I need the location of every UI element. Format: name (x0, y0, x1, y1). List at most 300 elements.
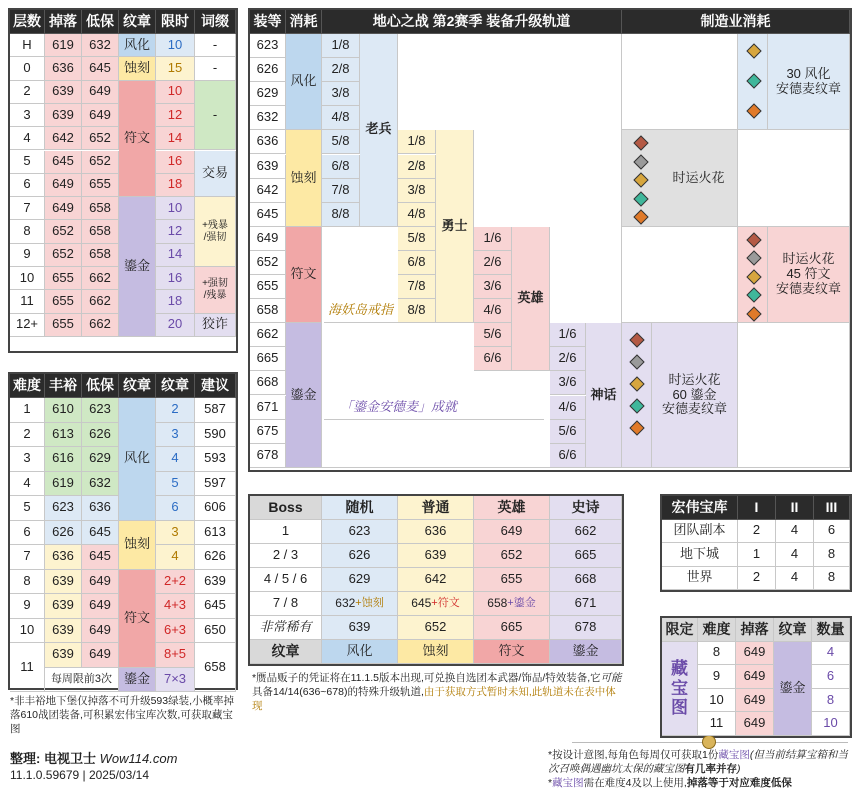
t1-affix: - (195, 34, 236, 57)
t2-vault: 649 (82, 570, 119, 595)
main-cost-runed: 符文 (286, 227, 322, 323)
t1-crest-runed: 符文 (119, 81, 156, 198)
treasure-diff: 10 (698, 689, 736, 713)
main-header-craft: 制造业消耗 (622, 10, 850, 34)
main-ilvl: 678 (250, 444, 286, 468)
t1-timer: 10 (156, 81, 195, 104)
main-ilvl: 636 (250, 130, 286, 154)
main-ilvl: 671 (250, 396, 286, 420)
t1-vault: 649 (82, 81, 119, 104)
gem-icon (745, 102, 763, 120)
main-ilvl: 652 (250, 251, 286, 275)
boss-cell: 639 (322, 616, 398, 640)
raid-note-d: 由于获取方式暂时未知,此轨道未在表中体现 (252, 686, 616, 713)
boss-value: 645 (411, 595, 432, 610)
t2-weekly-limit: 每周限前3次 (45, 668, 119, 693)
credit-site[interactable]: Wow114.com (99, 751, 178, 766)
hero-step: 3/6 (474, 275, 512, 299)
veteran-step: 4/8 (322, 106, 360, 130)
craft-spark: 时运火花 (660, 130, 738, 226)
t1-timer: 10 (156, 197, 195, 220)
map-note-f: * (548, 777, 553, 790)
map-note-b: 藏宝图 (718, 749, 750, 761)
siren-ring-note: 海妖岛戒指 (324, 299, 472, 323)
t2-suggest: 597 (195, 472, 236, 497)
boss-cell (398, 592, 474, 616)
t1-layer: 8 (10, 220, 45, 243)
myth-step: 6/6 (550, 444, 586, 468)
t1-drop: 655 (45, 267, 82, 290)
t1-layer: 2 (10, 81, 45, 104)
treasure-drop: 649 (736, 642, 774, 666)
craft-runed: 时运火花 45 符文 安德麦纹章 (768, 227, 850, 323)
hero-step: 6/6 (474, 347, 512, 371)
gilded-achievement-note: 「鎏金安德麦」成就 (324, 396, 544, 420)
main-ilvl: 675 (250, 420, 286, 444)
t2-header: 低保 (82, 374, 119, 398)
boss-crest: 鎏金 (550, 640, 622, 664)
boss-cell: 非常稀有 (250, 616, 322, 640)
t2-suggest: 626 (195, 545, 236, 570)
t1-drop: 619 (45, 34, 82, 57)
t1-drop: 649 (45, 197, 82, 220)
treasure-qty: 8 (812, 689, 850, 713)
t2-bounty: 616 (45, 447, 82, 472)
t2-vault: 645 (82, 545, 119, 570)
stone-icon (745, 249, 763, 267)
vault-cell: 团队副本 (662, 520, 738, 544)
main-ilvl: 626 (250, 58, 286, 82)
t2-count: 8+5 (156, 643, 195, 668)
t2-bounty: 610 (45, 398, 82, 423)
treasure-crest: 鎏金 (774, 642, 812, 736)
t1-drop: 642 (45, 127, 82, 150)
t2-diff: 4 (10, 472, 45, 497)
t1-timer: 20 (156, 314, 195, 337)
boss-crest: 蚀刻 (398, 640, 474, 664)
vault-header: I (738, 496, 776, 520)
t1-timer: 16 (156, 151, 195, 174)
champion-step: 8/8 (398, 299, 436, 323)
delve-note-text: *非丰裕地下堡仅掉落不可升级593绿装,小概率掉落610战团装备,可积累宏伟宝库次数,可获取藏宝图 (10, 695, 235, 736)
treasure-map-label: 藏 宝 图 (662, 642, 698, 736)
gold-icon (745, 268, 763, 286)
t1-drop: 655 (45, 290, 82, 313)
t2-bounty: 613 (45, 423, 82, 448)
main-cost-weathered: 风化 (286, 34, 322, 130)
credit (10, 748, 177, 767)
t1-timer: 12 (156, 220, 195, 243)
treasure-drop: 649 (736, 665, 774, 689)
boss-header: 英雄 (474, 496, 550, 520)
t1-timer: 18 (156, 290, 195, 313)
t1-layer: 3 (10, 104, 45, 127)
main-header-cost: 消耗 (286, 10, 322, 34)
treasure-header: 数量 (812, 618, 850, 642)
hero-step: 5/6 (474, 323, 512, 347)
boss-extra-crest: +符文 (431, 597, 460, 610)
main-ilvl: 632 (250, 106, 286, 130)
delve-note (10, 694, 242, 737)
t1-crest-carved: 蚀刻 (119, 57, 156, 80)
t2-diff: 3 (10, 447, 45, 472)
t1-vault: 652 (82, 127, 119, 150)
veteran-step: 3/8 (322, 82, 360, 106)
champion-step: 6/8 (398, 251, 436, 275)
boss-header: 普通 (398, 496, 474, 520)
vault-cell: 6 (814, 520, 850, 544)
t1-vault: 652 (82, 151, 119, 174)
main-ilvl: 629 (250, 82, 286, 106)
t2-diff: 2 (10, 423, 45, 448)
t2-suggest: 606 (195, 496, 236, 521)
t2-count: 2 (156, 398, 195, 423)
craft-gilded: 时运火花 60 鎏金 安德麦纹章 (652, 323, 738, 468)
t2-count: 3 (156, 521, 195, 546)
treasure-diff: 8 (698, 642, 736, 666)
t2-crest-weathered: 风化 (119, 398, 156, 521)
t2-bounty: 626 (45, 521, 82, 546)
t1-layer: H (10, 34, 45, 57)
t2-bounty: 639 (45, 570, 82, 595)
t2-crest-carved: 蚀刻 (119, 521, 156, 570)
raid-note (252, 671, 624, 714)
main-ilvl: 642 (250, 179, 286, 203)
boss-cell: 671 (550, 592, 622, 616)
hero-track: 英雄 (512, 227, 550, 372)
t2-count: 7×3 (156, 668, 195, 693)
craft-empty (622, 227, 738, 323)
t1-timer: 16 (156, 267, 195, 290)
champion-step: 2/8 (398, 155, 436, 179)
gem-icon (745, 72, 763, 90)
treasure-header: 纹章 (774, 618, 812, 642)
myth-step: 3/6 (550, 371, 586, 395)
teal-icon (628, 397, 646, 415)
main-title: 地心之战 第2赛季 装备升级轨道 (322, 10, 622, 34)
vault-cell: 2 (738, 567, 776, 591)
t1-affix: - (195, 81, 236, 151)
vault-cell: 2 (738, 520, 776, 544)
t1-vault: 645 (82, 57, 119, 80)
map-note-g: 藏宝图 (552, 777, 584, 790)
map-note (548, 748, 854, 791)
credit-name: 电视卫士 (43, 751, 96, 766)
t1-layer: 9 (10, 244, 45, 267)
teal-icon (632, 190, 650, 208)
map-note-d: 有几率并存 (684, 763, 737, 776)
t1-header: 低保 (82, 10, 119, 34)
t2-count: 6 (156, 496, 195, 521)
stone-icon (632, 153, 650, 171)
boss-value: 632 (335, 595, 356, 610)
vault-header: III (814, 496, 850, 520)
t2-header: 纹章 (156, 374, 195, 398)
t1-drop: 636 (45, 57, 82, 80)
veteran-step: 7/8 (322, 179, 360, 203)
t1-header: 纹章 (119, 10, 156, 34)
champion-step: 5/8 (398, 227, 436, 251)
t1-layer: 5 (10, 151, 45, 174)
t2-count: 4 (156, 545, 195, 570)
t2-diff: 9 (10, 594, 45, 619)
t1-header: 限时 (156, 10, 195, 34)
ember-icon (745, 305, 763, 323)
t2-vault: 629 (82, 447, 119, 472)
myth-track: 神话 (586, 323, 622, 468)
t1-layer: 6 (10, 174, 45, 197)
craft-empty (738, 130, 850, 226)
raid-note-b: 可能 (600, 672, 622, 684)
gold-icon (628, 375, 646, 393)
t1-crest-weathered: 风化 (119, 34, 156, 57)
vault-cell: 1 (738, 543, 776, 567)
main-cost-gilded: 鎏金 (286, 323, 322, 468)
t2-header: 丰裕 (45, 374, 82, 398)
hero-step: 1/6 (474, 227, 512, 251)
treasure-header: 掉落 (736, 618, 774, 642)
t2-count: 2+2 (156, 570, 195, 595)
t2-diff: 11 (10, 643, 45, 692)
ember-icon (632, 208, 650, 226)
vault-header: II (776, 496, 814, 520)
veteran-step: 5/8 (322, 130, 360, 154)
version-text: 11.1.0.59679 | 2025/03/14 (10, 768, 150, 782)
t1-layer: 11 (10, 290, 45, 313)
vault-cell: 4 (776, 520, 814, 544)
t1-vault: 662 (82, 290, 119, 313)
vault-cell: 8 (814, 567, 850, 591)
t2-diff: 10 (10, 619, 45, 644)
t2-suggest: 645 (195, 594, 236, 619)
t2-suggest: 587 (195, 398, 236, 423)
treasure-header: 限定 (662, 618, 698, 642)
t2-diff: 6 (10, 521, 45, 546)
t1-timer: 14 (156, 244, 195, 267)
myth-step: 5/6 (550, 420, 586, 444)
boss-cell: 629 (322, 568, 398, 592)
t2-crest-runed: 符文 (119, 570, 156, 668)
myth-step: 2/6 (550, 347, 586, 371)
t2-bounty: 636 (45, 545, 82, 570)
boss-cell: 2 / 3 (250, 544, 322, 568)
t2-count: 5 (156, 472, 195, 497)
boss-header: 史诗 (550, 496, 622, 520)
t1-layer: 12+ (10, 314, 45, 337)
t1-drop: 639 (45, 81, 82, 104)
t2-suggest: 613 (195, 521, 236, 546)
t1-drop: 655 (45, 314, 82, 337)
boss-extra-crest: +蚀刻 (355, 597, 384, 610)
boss-cell: 623 (322, 520, 398, 544)
t1-affix: 交易 (195, 151, 236, 198)
t1-vault: 632 (82, 34, 119, 57)
boss-cell: 1 (250, 520, 322, 544)
champion-track: 勇士 (436, 130, 474, 323)
boss-cell: 626 (322, 544, 398, 568)
craft-empty (738, 323, 850, 468)
credit-label: 整理: (10, 751, 41, 766)
t2-bounty: 639 (45, 619, 82, 644)
t1-timer: 10 (156, 34, 195, 57)
vault-cell: 地下城 (662, 543, 738, 567)
gold-icon (632, 171, 650, 189)
ornament-icon (702, 735, 716, 749)
t2-suggest: 658 (195, 643, 236, 692)
boss-cell: 678 (550, 616, 622, 640)
t1-affix: +残暴 /强韧 (195, 197, 236, 267)
t2-bounty: 639 (45, 594, 82, 619)
t1-drop: 649 (45, 174, 82, 197)
boss-cell (322, 592, 398, 616)
boss-cell (474, 592, 550, 616)
main-ilvl: 645 (250, 203, 286, 227)
main-ilvl: 623 (250, 34, 286, 58)
boss-cell: 652 (398, 616, 474, 640)
t2-suggest: 593 (195, 447, 236, 472)
t2-vault: 649 (82, 619, 119, 644)
boss-cell: 649 (474, 520, 550, 544)
treasure-qty: 6 (812, 665, 850, 689)
boss-cell: 636 (398, 520, 474, 544)
t2-diff: 5 (10, 496, 45, 521)
t1-drop: 652 (45, 220, 82, 243)
craft-empty (622, 34, 738, 130)
boss-cell: 7 / 8 (250, 592, 322, 616)
t1-header: 词缀 (195, 10, 236, 34)
vault-header: 宏伟宝库 (662, 496, 738, 520)
boss-cell: 4 / 5 / 6 (250, 568, 322, 592)
t1-header: 层数 (10, 10, 45, 34)
boss-cell: 652 (474, 544, 550, 568)
t2-vault: 645 (82, 521, 119, 546)
t1-vault: 662 (82, 314, 119, 337)
t1-drop: 645 (45, 151, 82, 174)
hero-step: 4/6 (474, 299, 512, 323)
main-ilvl: 662 (250, 323, 286, 347)
vault-cell: 4 (776, 543, 814, 567)
main-ilvl: 649 (250, 227, 286, 251)
main-header-ilvl: 装等 (250, 10, 286, 34)
t1-crest-gilded: 鎏金 (119, 197, 156, 337)
t1-layer: 7 (10, 197, 45, 220)
t2-header: 建议 (195, 374, 236, 398)
spark-icon (632, 134, 650, 152)
vault-cell: 8 (814, 543, 850, 567)
t2-suggest: 590 (195, 423, 236, 448)
vault-cell: 4 (776, 567, 814, 591)
treasure-qty: 10 (812, 712, 850, 736)
t2-count: 6+3 (156, 619, 195, 644)
main-cost-carved: 蚀刻 (286, 130, 322, 226)
t1-vault: 658 (82, 220, 119, 243)
map-note-h: 需在难度4及以上使用, (583, 777, 687, 790)
myth-step: 4/6 (550, 396, 586, 420)
t1-vault: 658 (82, 197, 119, 220)
t2-count: 4 (156, 447, 195, 472)
treasure-diff: 11 (698, 712, 736, 736)
t1-timer: 12 (156, 104, 195, 127)
main-ilvl: 658 (250, 299, 286, 323)
veteran-step: 1/8 (322, 34, 360, 58)
veteran-track: 老兵 (360, 34, 398, 227)
champion-step: 7/8 (398, 275, 436, 299)
champion-step: 1/8 (398, 130, 436, 154)
boss-cell: 662 (550, 520, 622, 544)
boss-cell: 655 (474, 568, 550, 592)
t1-layer: 4 (10, 127, 45, 150)
map-note-i: 掉落等于对应难度低保 (686, 777, 792, 790)
t1-layer: 10 (10, 267, 45, 290)
treasure-drop: 649 (736, 712, 774, 736)
t2-count: 3 (156, 423, 195, 448)
t2-vault: 649 (82, 643, 119, 668)
treasure-drop: 649 (736, 689, 774, 713)
t1-drop: 652 (45, 244, 82, 267)
treasure-diff: 9 (698, 665, 736, 689)
treasure-qty: 4 (812, 642, 850, 666)
boss-value: 658 (487, 595, 508, 610)
t1-drop: 639 (45, 104, 82, 127)
hero-step: 2/6 (474, 251, 512, 275)
myth-step: 1/6 (550, 323, 586, 347)
raid-note-a: *赝品贩子的凭证将在11.1.5版本出现,可兑换自选团本武器/饰品/特效装备,它 (252, 672, 601, 684)
t2-diff: 1 (10, 398, 45, 423)
spark-icon (745, 231, 763, 249)
boss-header: 随机 (322, 496, 398, 520)
t1-timer: 14 (156, 127, 195, 150)
boss-crest: 纹章 (250, 640, 322, 664)
veteran-step: 2/8 (322, 58, 360, 82)
boss-crest: 符文 (474, 640, 550, 664)
t1-vault: 649 (82, 104, 119, 127)
boss-header: Boss (250, 496, 322, 520)
t2-count: 4+3 (156, 594, 195, 619)
boss-extra-crest: +鎏金 (507, 597, 536, 610)
t2-diff: 7 (10, 545, 45, 570)
t2-crest-gilded: 鎏金 (119, 668, 156, 693)
t2-header: 纹章 (119, 374, 156, 398)
main-ilvl: 655 (250, 275, 286, 299)
t2-vault: 632 (82, 472, 119, 497)
main-ilvl: 639 (250, 155, 286, 179)
t2-vault: 623 (82, 398, 119, 423)
gem-icon (745, 42, 763, 60)
t1-affix: +强韧 /残暴 (195, 267, 236, 314)
boss-cell: 639 (398, 544, 474, 568)
t2-vault: 636 (82, 496, 119, 521)
t1-layer: 0 (10, 57, 45, 80)
boss-cell: 668 (550, 568, 622, 592)
map-note-c: (但当前结算宝箱和当次召唤偶遇幽坑太保的藏宝图 (548, 749, 848, 776)
main-ilvl: 665 (250, 347, 286, 371)
t1-vault: 662 (82, 267, 119, 290)
veteran-step: 6/8 (322, 155, 360, 179)
map-note-a: *按设计意图,每角色每周仅可获取1份 (548, 749, 719, 761)
stone-icon (628, 353, 646, 371)
spark-icon (628, 331, 646, 349)
champion-step: 4/8 (398, 203, 436, 227)
t1-vault: 658 (82, 244, 119, 267)
t2-suggest: 639 (195, 570, 236, 595)
t1-timer: 18 (156, 174, 195, 197)
t2-bounty: 639 (45, 643, 82, 668)
t1-header: 掉落 (45, 10, 82, 34)
veteran-step: 8/8 (322, 203, 360, 227)
raid-note-c: 具备14/14(636~678)的特殊升级轨道, (252, 686, 424, 699)
t1-timer: 15 (156, 57, 195, 80)
champion-step: 3/8 (398, 179, 436, 203)
